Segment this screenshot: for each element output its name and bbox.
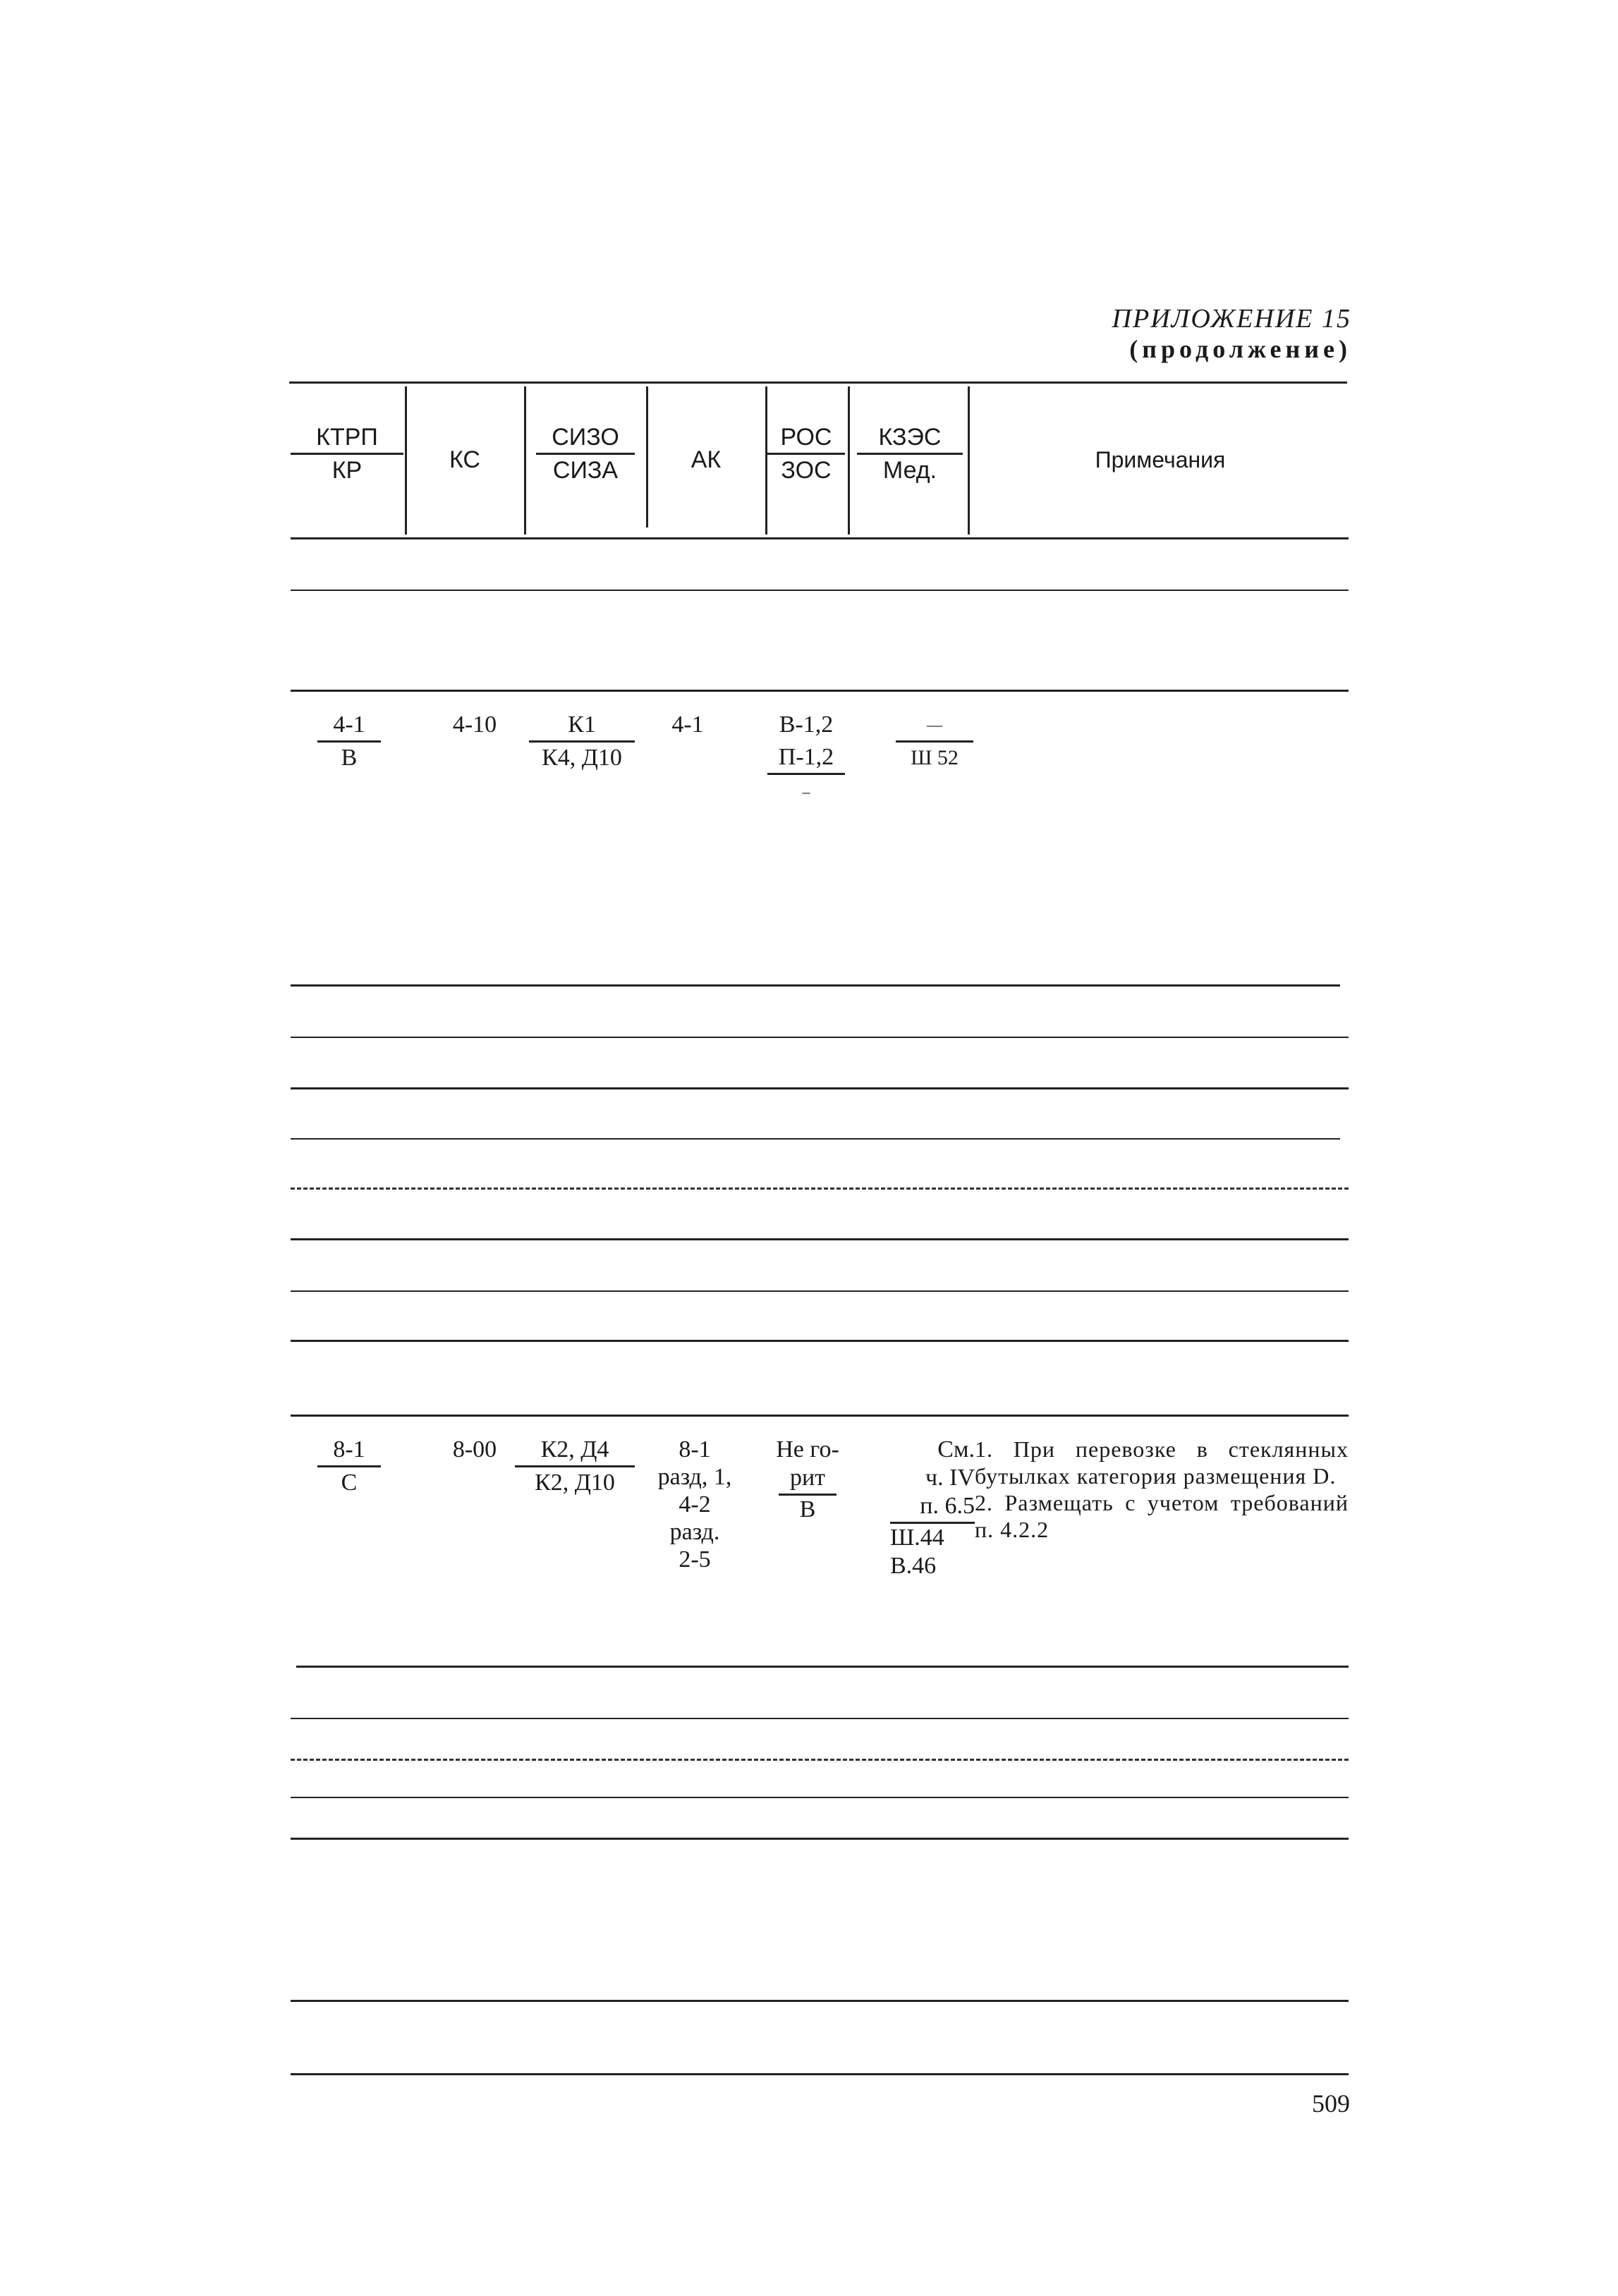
header-kzes-med	[857, 423, 963, 484]
row2-kzes-line: ч. IV	[925, 1465, 975, 1491]
row-rule	[291, 1340, 1349, 1342]
row2-kzes-line: п. 6.5	[890, 1492, 975, 1524]
header-sizo: СИЗО	[536, 423, 635, 455]
row1-zos-extra: –	[802, 783, 810, 800]
header-med: Мед.	[882, 457, 937, 484]
row-rule	[291, 690, 1349, 692]
row2-med-line: Ш.44	[890, 1525, 944, 1551]
header-col-divider	[646, 386, 648, 527]
table-top-rule	[289, 381, 1347, 384]
header-sizo-siza	[536, 423, 635, 484]
row2-ros-line: Не го-	[776, 1436, 839, 1463]
appendix-title: ПРИЛОЖЕНИЕ 15	[1112, 304, 1351, 334]
header-col-divider	[524, 386, 526, 535]
row2-kzes	[890, 1436, 975, 1580]
row2-ak-line: 8-1	[679, 1436, 711, 1463]
row-rule	[291, 2000, 1349, 2002]
header-col-divider	[968, 386, 970, 535]
header-siza: СИЗА	[552, 457, 619, 484]
row1-ks: 4-10	[452, 712, 497, 738]
row2-sizo: К2, Д4	[515, 1436, 635, 1467]
header-ktrp: КТРП	[291, 423, 403, 455]
row-rule	[291, 984, 1340, 987]
row1-ktrp-kr	[317, 711, 381, 772]
row1-zos: П-1,2	[767, 743, 845, 775]
row-rule	[291, 537, 1349, 539]
row1-ros: В-1,2	[779, 712, 834, 738]
row1-kzes-med	[896, 711, 973, 772]
row2-siza: К2, Д10	[535, 1470, 615, 1496]
row2-ros-line: рит	[779, 1464, 837, 1496]
row1-sizo-siza	[529, 711, 635, 772]
row2-ak-line: разд.	[669, 1519, 720, 1545]
row2-notes	[975, 1436, 1349, 1543]
row2-ak-line: 2-5	[679, 1546, 711, 1573]
row2-ak	[642, 1436, 748, 1573]
row-rule	[291, 1238, 1349, 1240]
header-ros-zos	[767, 423, 845, 484]
row-rule	[291, 1718, 1349, 1719]
row2-note-item: 1. При перевозке в стеклянных бутылках категория размещения D.	[975, 1436, 1349, 1489]
header-col-divider	[405, 386, 407, 535]
page-number: 509	[1312, 2089, 1350, 2118]
row2-ros	[769, 1436, 846, 1524]
row-rule	[291, 1797, 1349, 1798]
row2-note-item: 2. Размещать с учетом требований п. 4.2.2	[975, 1490, 1349, 1542]
header-ks: КС	[449, 446, 480, 473]
row-rule	[291, 1415, 1349, 1417]
row2-ktrp-kr	[317, 1436, 381, 1497]
header-ktrp-kr	[291, 423, 403, 484]
row1-ak: 4-1	[671, 712, 704, 738]
header-notes: Примечания	[1095, 447, 1226, 472]
appendix-subtitle: (продолжение)	[1129, 335, 1351, 363]
row2-ktrp: 8-1	[317, 1436, 381, 1467]
header-ak: АК	[691, 446, 722, 473]
row-rule	[291, 1138, 1340, 1140]
row2-med-line: В.46	[890, 1553, 937, 1579]
row2-sizo-siza	[515, 1436, 635, 1497]
row1-med: Ш 52	[911, 746, 959, 769]
row1-siza: К4, Д10	[542, 745, 622, 771]
row2-kzes-line: См.	[937, 1436, 975, 1463]
row-rule	[291, 1187, 1349, 1190]
header-kzes: КЗЭС	[857, 423, 963, 455]
header-ros: РОС	[767, 423, 845, 455]
row-rule	[296, 1666, 1349, 1668]
row2-ak-line: 4-2	[679, 1491, 711, 1518]
row-rule	[291, 1037, 1349, 1038]
row2-zos: В	[799, 1496, 816, 1522]
row2-kr: С	[341, 1470, 358, 1496]
table-bottom-rule	[291, 2073, 1349, 2075]
row2-ks: 8-00	[452, 1436, 497, 1463]
header-kr: КР	[331, 457, 363, 484]
row-rule	[291, 590, 1349, 591]
row-rule	[291, 1290, 1349, 1292]
row2-ak-line: разд, 1,	[657, 1464, 732, 1490]
header-col-divider	[848, 386, 850, 535]
row1-kr: В	[341, 745, 358, 771]
row-rule	[291, 1087, 1349, 1089]
row1-sizo: К1	[529, 711, 635, 743]
row1-kzes: —	[896, 711, 973, 743]
row-rule	[291, 1838, 1349, 1840]
row-rule	[291, 1759, 1349, 1761]
header-zos: ЗОС	[781, 457, 832, 484]
row1-ktrp: 4-1	[317, 711, 381, 743]
